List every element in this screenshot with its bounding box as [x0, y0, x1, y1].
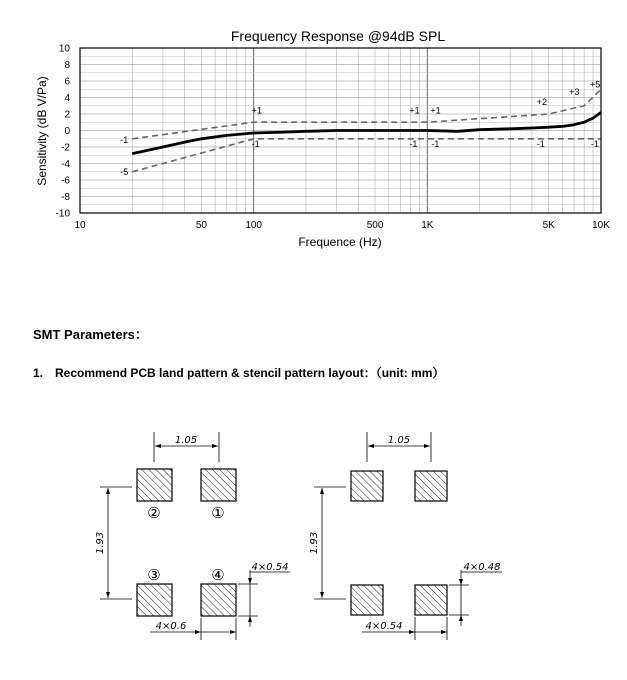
annotation-label: +1 [251, 105, 262, 116]
stencil-padh-arrow-bottom [459, 615, 463, 621]
pcb-padw-arrow-left [195, 630, 201, 634]
pcb-padh-arrow-bottom [248, 616, 252, 622]
stencil-padh-arrow-top [459, 579, 463, 585]
stencil-pad-1 [415, 471, 447, 501]
y-tick-label: 2 [64, 109, 70, 121]
chart-title: Frequency Response @94dB SPL [230, 28, 446, 44]
y-tick-label: -8 [61, 192, 70, 203]
pcb-pad-3 [137, 584, 172, 616]
stencil-pad-width-label: 4×0.54 [365, 621, 403, 632]
frequency-response-chart [0, 0, 627, 262]
y-tick-label: 0 [64, 126, 70, 137]
x-tick-label: 10K [592, 220, 610, 231]
pcb-pitch-v-label: 1.93 [95, 531, 106, 555]
annotation-label: -1 [431, 138, 440, 149]
annotation-label: +5 [590, 79, 601, 90]
annotation-label: +1 [430, 105, 441, 116]
pin-label-1: ① [211, 505, 225, 522]
pcb-padw-arrow-right [230, 630, 236, 634]
stencil-pattern [309, 432, 502, 640]
pcb-land-pattern [95, 432, 290, 640]
stencil-pitch-arrow-left [368, 444, 374, 448]
stencil-pad-2 [351, 471, 383, 501]
x-tick-label: 10 [74, 220, 86, 231]
annotation-label: -1 [536, 138, 545, 149]
stencil-vpitch-arrow-bottom [320, 592, 324, 598]
stencil-pitch-h-label: 1.05 [387, 435, 411, 446]
annotation-label: +2 [536, 97, 547, 107]
y-tick-label: -4 [61, 159, 70, 170]
pad-layout-diagrams [0, 420, 627, 660]
y-tick-label: -6 [61, 175, 70, 187]
annotation-label: +3 [569, 86, 580, 97]
pcb-vpitch-arrow-bottom [106, 592, 110, 598]
annotation-label: -1 [591, 138, 600, 149]
y-tick-label: -2 [61, 142, 70, 154]
stencil-pitch-arrow-right [424, 444, 430, 448]
pin-label-2: ② [147, 505, 161, 522]
annotation-label: -5 [120, 166, 129, 177]
pcb-pad-2 [137, 469, 172, 501]
x-tick-label: 500 [366, 220, 384, 231]
x-tick-label: 50 [195, 220, 207, 231]
pcb-pad-height-label: 4×0.54 [251, 562, 289, 573]
item-text: Recommend PCB land pattern & stencil pattern layout：（unit: mm） [55, 366, 445, 380]
annotation-label: +1 [409, 105, 420, 116]
stencil-vpitch-arrow-top [320, 488, 324, 494]
stencil-padw-arrow-right [441, 630, 447, 634]
y-tick-label: -10 [55, 208, 70, 220]
pcb-pitch-arrow-left [155, 444, 161, 448]
stencil-pitch-v-label: 1.93 [309, 531, 320, 555]
pcb-padh-arrow-top [248, 578, 252, 584]
y-axis-label: Sensitivity (dB V/Pa) [35, 76, 49, 186]
pin-label-4: ④ [211, 567, 225, 584]
y-tick-label: 8 [64, 60, 70, 71]
smt-parameters-heading: SMT Parameters： [33, 327, 148, 342]
annotation-label: -1 [409, 138, 418, 149]
x-tick-label: 1K [421, 220, 434, 231]
x-axis-label: Frequence (Hz) [298, 235, 382, 249]
y-tick-label: 10 [58, 43, 70, 55]
annotation-label: -1 [120, 134, 129, 145]
x-tick-labels [74, 220, 610, 231]
pcb-vpitch-arrow-top [106, 488, 110, 494]
pcb-pitch-h-label: 1.05 [174, 435, 198, 446]
y-tick-label: 6 [64, 76, 70, 88]
x-tick-label: 5K [542, 220, 555, 231]
item-number: 1. [33, 366, 44, 380]
series-response [132, 112, 601, 153]
stencil-pad-height-label: 4×0.48 [463, 562, 501, 573]
pin-label-3: ③ [147, 567, 161, 584]
stencil-pad-4 [415, 585, 447, 615]
annotation-label: -1 [251, 138, 260, 149]
stencil-padw-arrow-left [409, 630, 415, 634]
y-tick-label: 4 [64, 93, 70, 104]
pcb-pad-width-label: 4×0.6 [155, 621, 187, 632]
x-tick-label: 100 [245, 220, 263, 231]
pcb-pad-4 [201, 584, 236, 616]
y-tick-labels [56, 44, 71, 220]
pcb-pitch-arrow-right [212, 444, 218, 448]
layout-item [33, 364, 444, 381]
pcb-pad-1 [201, 469, 236, 501]
stencil-pad-3 [351, 585, 383, 615]
